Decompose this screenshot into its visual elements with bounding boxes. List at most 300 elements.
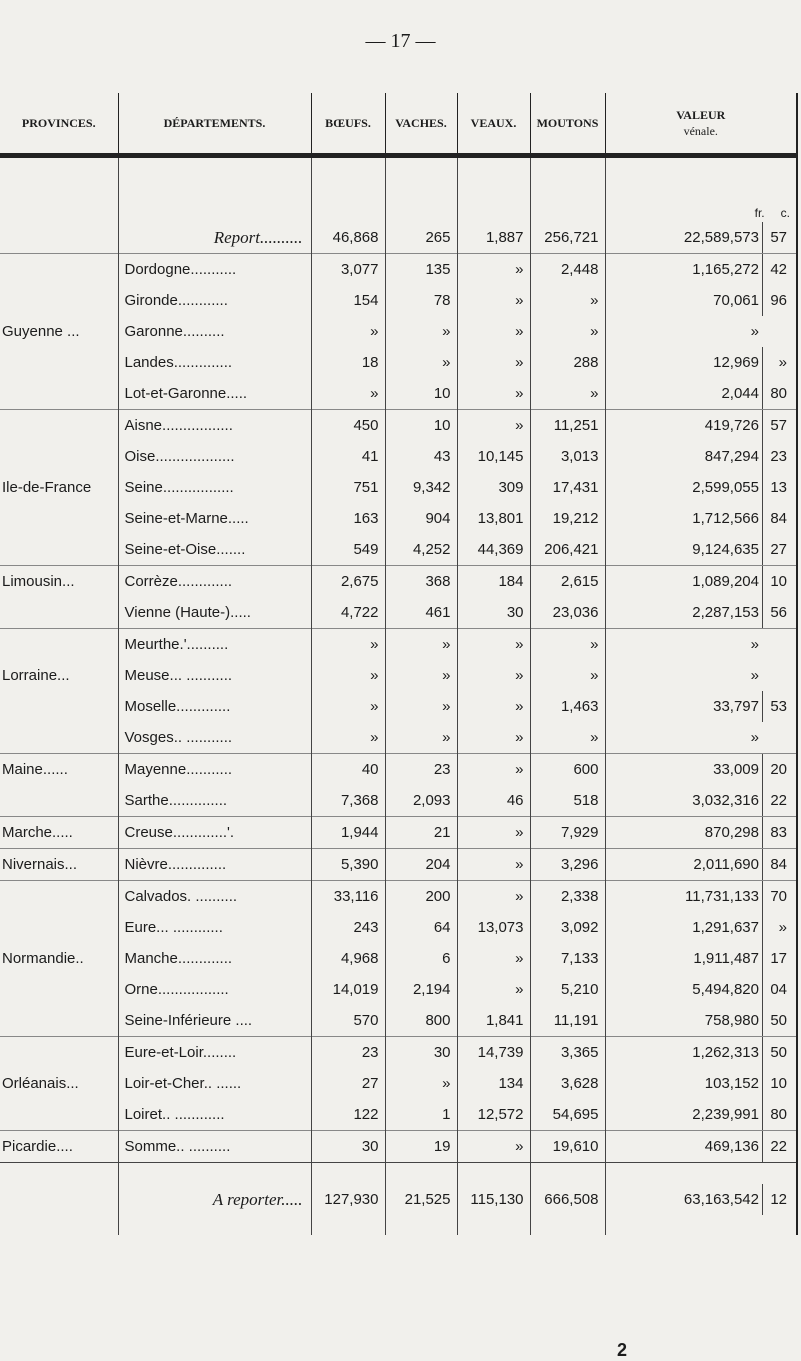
valeur-cell xyxy=(605,691,797,722)
province-cell xyxy=(0,254,118,286)
moutons-cell: 19,212 xyxy=(530,503,605,534)
veaux-cell: 12,572 xyxy=(457,1099,530,1131)
departement-cell: Seine-Inférieure .... xyxy=(118,1005,311,1037)
vaches-cell: » xyxy=(385,316,457,347)
moutons-cell: » xyxy=(530,722,605,754)
page-number: — 17 — xyxy=(365,30,436,52)
valeur-cell xyxy=(605,597,797,629)
vaches-cell: » xyxy=(385,691,457,722)
departement-cell: Loiret.. ............ xyxy=(118,1099,311,1131)
table-row xyxy=(0,503,797,534)
veaux-cell: » xyxy=(457,691,530,722)
departement-cell: Corrèze............. xyxy=(118,566,311,598)
valeur-fr: 469,136 xyxy=(704,1138,759,1155)
valeur-c: 22 xyxy=(762,785,790,816)
valeur-c: 84 xyxy=(762,849,790,880)
vaches-cell: 23 xyxy=(385,754,457,786)
valeur-fr: » xyxy=(750,729,759,746)
report-valeur-fr: 22,589,573 xyxy=(683,229,759,246)
province-cell: Nivernais... xyxy=(0,849,118,881)
boeufs-cell: 570 xyxy=(311,1005,385,1037)
veaux-cell: » xyxy=(457,285,530,316)
province-cell xyxy=(0,691,118,722)
departement-cell: Meuse... ........... xyxy=(118,660,311,691)
valeur-cell xyxy=(605,1131,797,1163)
province-cell xyxy=(0,347,118,378)
valeur-cell xyxy=(605,943,797,974)
veaux-cell: 14,739 xyxy=(457,1037,530,1069)
valeur-fr: 847,294 xyxy=(704,448,759,465)
province-cell xyxy=(0,441,118,472)
total-label: A reporter..... xyxy=(118,1163,311,1236)
moutons-cell: 518 xyxy=(530,785,605,817)
departement-cell: Loir-et-Cher.. ...... xyxy=(118,1068,311,1099)
valeur-cell xyxy=(605,254,797,286)
table-row xyxy=(0,316,797,347)
province-cell: Picardie.... xyxy=(0,1131,118,1163)
vaches-cell: 43 xyxy=(385,441,457,472)
valeur-fr: 1,911,487 xyxy=(693,950,759,967)
boeufs-cell: 23 xyxy=(311,1037,385,1069)
departement-cell: Eure... ............ xyxy=(118,912,311,943)
vaches-cell: 10 xyxy=(385,378,457,410)
header-valeur-line2: vénale. xyxy=(683,124,718,138)
departement-cell: Seine-et-Marne..... xyxy=(118,503,311,534)
boeufs-cell: 40 xyxy=(311,754,385,786)
vaches-cell: 904 xyxy=(385,503,457,534)
valeur-cell xyxy=(605,660,797,691)
departement-cell: Moselle............. xyxy=(118,691,311,722)
table-row xyxy=(0,912,797,943)
table-row xyxy=(0,817,797,849)
report-label: Report.......... xyxy=(118,222,311,254)
moutons-cell: » xyxy=(530,285,605,316)
header-departements: DÉPARTEMENTS. xyxy=(118,93,311,156)
vaches-cell: » xyxy=(385,660,457,691)
total-valeur xyxy=(605,1163,797,1236)
valeur-cell xyxy=(605,629,797,661)
valeur-cell xyxy=(605,347,797,378)
unit-row xyxy=(0,156,797,223)
province-cell xyxy=(0,1099,118,1131)
vaches-cell: » xyxy=(385,722,457,754)
table-row xyxy=(0,254,797,286)
table-row xyxy=(0,1099,797,1131)
valeur-c: 10 xyxy=(762,1068,790,1099)
vaches-cell: 78 xyxy=(385,285,457,316)
veaux-cell: 309 xyxy=(457,472,530,503)
departement-cell: Seine-et-Oise....... xyxy=(118,534,311,566)
province-cell xyxy=(0,722,118,754)
departement-cell: Landes.............. xyxy=(118,347,311,378)
boeufs-cell: 18 xyxy=(311,347,385,378)
valeur-c: 04 xyxy=(762,974,790,1005)
departement-cell: Manche............. xyxy=(118,943,311,974)
boeufs-cell: » xyxy=(311,629,385,661)
valeur-cell xyxy=(605,849,797,881)
valeur-cell xyxy=(605,441,797,472)
vaches-cell: 4,252 xyxy=(385,534,457,566)
valeur-fr: 2,044 xyxy=(721,385,759,402)
report-valeur-c: 57 xyxy=(762,222,790,253)
boeufs-cell: » xyxy=(311,378,385,410)
total-valeur-c: 12 xyxy=(762,1184,790,1215)
valeur-fr: » xyxy=(750,667,759,684)
valeur-c: 70 xyxy=(762,881,790,912)
veaux-cell: 30 xyxy=(457,597,530,629)
header-veaux: VEAUX. xyxy=(457,93,530,156)
departement-cell: Meurthe.'.......... xyxy=(118,629,311,661)
veaux-cell: 10,145 xyxy=(457,441,530,472)
boeufs-cell: 4,968 xyxy=(311,943,385,974)
moutons-cell: 23,036 xyxy=(530,597,605,629)
moutons-cell: 2,338 xyxy=(530,881,605,913)
departement-cell: Nièvre.............. xyxy=(118,849,311,881)
total-veaux: 115,130 xyxy=(457,1163,530,1236)
valeur-fr: 11,731,133 xyxy=(685,888,759,905)
report-moutons: 256,721 xyxy=(530,222,605,254)
departement-cell: Vosges.. ........... xyxy=(118,722,311,754)
valeur-c: 80 xyxy=(762,378,790,409)
moutons-cell: 7,929 xyxy=(530,817,605,849)
province-cell xyxy=(0,629,118,661)
moutons-cell: » xyxy=(530,629,605,661)
vaches-cell: » xyxy=(385,347,457,378)
departement-cell: Aisne................. xyxy=(118,410,311,442)
departement-cell: Garonne.......... xyxy=(118,316,311,347)
valeur-c: 50 xyxy=(762,1037,790,1068)
valeur-cell xyxy=(605,503,797,534)
moutons-cell: » xyxy=(530,660,605,691)
valeur-fr: 12,969 xyxy=(713,354,759,371)
departement-cell: Calvados. .......... xyxy=(118,881,311,913)
veaux-cell: » xyxy=(457,1131,530,1163)
veaux-cell: 184 xyxy=(457,566,530,598)
valeur-fr: 3,032,316 xyxy=(692,792,759,809)
vaches-cell: 2,093 xyxy=(385,785,457,817)
valeur-c: 50 xyxy=(762,1005,790,1036)
moutons-cell: 3,365 xyxy=(530,1037,605,1069)
veaux-cell: » xyxy=(457,629,530,661)
header-valeur-line1: VALEUR xyxy=(676,108,726,122)
valeur-fr: 1,712,566 xyxy=(692,510,759,527)
moutons-cell: 600 xyxy=(530,754,605,786)
veaux-cell: 134 xyxy=(457,1068,530,1099)
vaches-cell: 6 xyxy=(385,943,457,974)
valeur-fr: » xyxy=(750,636,759,653)
boeufs-cell: » xyxy=(311,660,385,691)
vaches-cell: 30 xyxy=(385,1037,457,1069)
vaches-cell: 461 xyxy=(385,597,457,629)
moutons-cell: 19,610 xyxy=(530,1131,605,1163)
livestock-table xyxy=(0,93,798,1235)
departement-cell: Creuse.............'. xyxy=(118,817,311,849)
valeur-cell xyxy=(605,817,797,849)
boeufs-cell: 751 xyxy=(311,472,385,503)
table-row xyxy=(0,1037,797,1069)
valeur-fr: 1,165,272 xyxy=(692,261,759,278)
table-row xyxy=(0,785,797,817)
boeufs-cell: 3,077 xyxy=(311,254,385,286)
moutons-cell: » xyxy=(530,378,605,410)
report-vaches: 265 xyxy=(385,222,457,254)
province-cell xyxy=(0,1037,118,1069)
boeufs-cell: 549 xyxy=(311,534,385,566)
province-cell: Ile-de-France xyxy=(0,472,118,503)
valeur-fr: 33,009 xyxy=(713,761,759,778)
boeufs-cell: 154 xyxy=(311,285,385,316)
valeur-cell xyxy=(605,472,797,503)
valeur-fr: 70,061 xyxy=(713,292,759,309)
province-cell xyxy=(0,881,118,913)
boeufs-cell: 7,368 xyxy=(311,785,385,817)
valeur-fr: 33,797 xyxy=(713,698,759,715)
header-valeur xyxy=(605,93,797,156)
valeur-fr: 870,298 xyxy=(704,824,759,841)
veaux-cell: » xyxy=(457,254,530,286)
valeur-fr: 2,599,055 xyxy=(692,479,759,496)
valeur-c: 27 xyxy=(762,534,790,565)
valeur-fr: 1,089,204 xyxy=(692,573,759,590)
valeur-cell xyxy=(605,1037,797,1069)
table-row xyxy=(0,1005,797,1037)
valeur-c: 13 xyxy=(762,472,790,503)
valeur-cell xyxy=(605,974,797,1005)
departement-cell: Gironde............ xyxy=(118,285,311,316)
province-cell xyxy=(0,285,118,316)
moutons-cell: 11,191 xyxy=(530,1005,605,1037)
veaux-cell: » xyxy=(457,410,530,442)
valeur-c: 96 xyxy=(762,285,790,316)
boeufs-cell: 33,116 xyxy=(311,881,385,913)
moutons-cell: 2,615 xyxy=(530,566,605,598)
veaux-cell: » xyxy=(457,817,530,849)
boeufs-cell: 30 xyxy=(311,1131,385,1163)
table-row xyxy=(0,1068,797,1099)
valeur-cell xyxy=(605,881,797,913)
veaux-cell: 13,801 xyxy=(457,503,530,534)
valeur-cell xyxy=(605,410,797,442)
unit-fr: fr. xyxy=(754,206,765,220)
moutons-cell: 54,695 xyxy=(530,1099,605,1131)
table-row xyxy=(0,722,797,754)
boeufs-cell: 5,390 xyxy=(311,849,385,881)
table-row xyxy=(0,410,797,442)
boeufs-cell: 243 xyxy=(311,912,385,943)
vaches-cell: 21 xyxy=(385,817,457,849)
valeur-fr: » xyxy=(750,323,759,340)
departement-cell: Seine................. xyxy=(118,472,311,503)
valeur-cell xyxy=(605,316,797,347)
boeufs-cell: 1,944 xyxy=(311,817,385,849)
province-cell: Guyenne ... xyxy=(0,316,118,347)
vaches-cell: 9,342 xyxy=(385,472,457,503)
province-cell: Orléanais... xyxy=(0,1068,118,1099)
vaches-cell: 135 xyxy=(385,254,457,286)
vaches-cell: 10 xyxy=(385,410,457,442)
veaux-cell: » xyxy=(457,754,530,786)
departement-cell: Eure-et-Loir........ xyxy=(118,1037,311,1069)
valeur-c: 22 xyxy=(762,1131,790,1162)
table-row xyxy=(0,597,797,629)
valeur-c: 23 xyxy=(762,441,790,472)
total-boeufs: 127,930 xyxy=(311,1163,385,1236)
vaches-cell: 19 xyxy=(385,1131,457,1163)
valeur-fr: 5,494,820 xyxy=(692,981,759,998)
table-row xyxy=(0,881,797,913)
boeufs-cell: 41 xyxy=(311,441,385,472)
valeur-fr: 1,262,313 xyxy=(692,1044,759,1061)
table-row xyxy=(0,285,797,316)
valeur-c: 56 xyxy=(762,597,790,628)
valeur-fr: 419,726 xyxy=(704,417,759,434)
total-row xyxy=(0,1163,797,1236)
header-provinces: PROVINCES. xyxy=(0,93,118,156)
header-row xyxy=(0,93,797,156)
valeur-fr: 2,287,153 xyxy=(692,604,759,621)
province-cell: Normandie.. xyxy=(0,943,118,974)
vaches-cell: 64 xyxy=(385,912,457,943)
valeur-c: 53 xyxy=(762,691,790,722)
valeur-c: 20 xyxy=(762,754,790,785)
veaux-cell: » xyxy=(457,849,530,881)
veaux-cell: » xyxy=(457,378,530,410)
veaux-cell: » xyxy=(457,722,530,754)
valeur-cell xyxy=(605,566,797,598)
veaux-cell: » xyxy=(457,660,530,691)
valeur-cell xyxy=(605,1099,797,1131)
table-row xyxy=(0,378,797,410)
veaux-cell: 46 xyxy=(457,785,530,817)
veaux-cell: 13,073 xyxy=(457,912,530,943)
moutons-cell: 1,463 xyxy=(530,691,605,722)
boeufs-cell: 2,675 xyxy=(311,566,385,598)
boeufs-cell: 14,019 xyxy=(311,974,385,1005)
valeur-cell xyxy=(605,912,797,943)
vaches-cell: 2,194 xyxy=(385,974,457,1005)
unit-c: c. xyxy=(780,206,790,220)
report-veaux: 1,887 xyxy=(457,222,530,254)
province-cell xyxy=(0,785,118,817)
boeufs-cell: » xyxy=(311,691,385,722)
valeur-c: » xyxy=(762,912,790,943)
departement-cell: Oise................... xyxy=(118,441,311,472)
departement-cell: Vienne (Haute-)..... xyxy=(118,597,311,629)
vaches-cell: 800 xyxy=(385,1005,457,1037)
veaux-cell: » xyxy=(457,974,530,1005)
province-cell xyxy=(0,503,118,534)
boeufs-cell: 27 xyxy=(311,1068,385,1099)
valeur-c: 10 xyxy=(762,566,790,597)
province-cell xyxy=(0,378,118,410)
header-boeufs: BŒUFS. xyxy=(311,93,385,156)
valeur-c: 83 xyxy=(762,817,790,848)
valeur-cell xyxy=(605,754,797,786)
province-cell xyxy=(0,410,118,442)
valeur-c: 17 xyxy=(762,943,790,974)
veaux-cell: 1,841 xyxy=(457,1005,530,1037)
table-row xyxy=(0,629,797,661)
vaches-cell: 1 xyxy=(385,1099,457,1131)
province-cell xyxy=(0,912,118,943)
valeur-cell xyxy=(605,785,797,817)
table-row xyxy=(0,441,797,472)
departement-cell: Mayenne........... xyxy=(118,754,311,786)
province-cell: Lorraine... xyxy=(0,660,118,691)
valeur-cell xyxy=(605,1068,797,1099)
valeur-fr: 2,011,690 xyxy=(693,856,759,873)
moutons-cell: 3,628 xyxy=(530,1068,605,1099)
departement-cell: Dordogne........... xyxy=(118,254,311,286)
report-row xyxy=(0,222,797,254)
boeufs-cell: 4,722 xyxy=(311,597,385,629)
moutons-cell: 17,431 xyxy=(530,472,605,503)
departement-cell: Somme.. .......... xyxy=(118,1131,311,1163)
province-cell xyxy=(0,597,118,629)
moutons-cell: 3,092 xyxy=(530,912,605,943)
veaux-cell: » xyxy=(457,316,530,347)
report-valeur xyxy=(605,222,797,254)
vaches-cell: » xyxy=(385,1068,457,1099)
province-cell: Maine...... xyxy=(0,754,118,786)
boeufs-cell: 163 xyxy=(311,503,385,534)
province-cell xyxy=(0,1005,118,1037)
valeur-c: 80 xyxy=(762,1099,790,1130)
table-row xyxy=(0,660,797,691)
total-valeur-fr: 63,163,542 xyxy=(683,1190,759,1208)
province-cell: Limousin... xyxy=(0,566,118,598)
moutons-cell: 5,210 xyxy=(530,974,605,1005)
departement-cell: Sarthe.............. xyxy=(118,785,311,817)
province-cell xyxy=(0,534,118,566)
vaches-cell: » xyxy=(385,629,457,661)
header-moutons: MOUTONS xyxy=(530,93,605,156)
province-cell xyxy=(0,974,118,1005)
vaches-cell: 368 xyxy=(385,566,457,598)
valeur-cell xyxy=(605,722,797,754)
valeur-c: 84 xyxy=(762,503,790,534)
table-row xyxy=(0,1131,797,1163)
total-vaches: 21,525 xyxy=(385,1163,457,1236)
veaux-cell: » xyxy=(457,881,530,913)
valeur-fr: 1,291,637 xyxy=(692,919,759,936)
valeur-fr: 9,124,635 xyxy=(692,541,759,558)
valeur-cell xyxy=(605,378,797,410)
moutons-cell: 206,421 xyxy=(530,534,605,566)
moutons-cell: 2,448 xyxy=(530,254,605,286)
footer-signature: 2 xyxy=(617,1340,628,1360)
report-boeufs: 46,868 xyxy=(311,222,385,254)
province-cell: Marche..... xyxy=(0,817,118,849)
table-row xyxy=(0,849,797,881)
valeur-c: » xyxy=(762,347,790,378)
moutons-cell: 3,013 xyxy=(530,441,605,472)
moutons-cell: 3,296 xyxy=(530,849,605,881)
valeur-c: 42 xyxy=(762,254,790,285)
table-row xyxy=(0,943,797,974)
valeur-cell xyxy=(605,285,797,316)
moutons-cell: 7,133 xyxy=(530,943,605,974)
veaux-cell: » xyxy=(457,347,530,378)
boeufs-cell: 450 xyxy=(311,410,385,442)
table-row xyxy=(0,691,797,722)
boeufs-cell: » xyxy=(311,316,385,347)
valeur-cell xyxy=(605,1005,797,1037)
header-vaches: VACHES. xyxy=(385,93,457,156)
vaches-cell: 204 xyxy=(385,849,457,881)
departement-cell: Lot-et-Garonne..... xyxy=(118,378,311,410)
veaux-cell: 44,369 xyxy=(457,534,530,566)
